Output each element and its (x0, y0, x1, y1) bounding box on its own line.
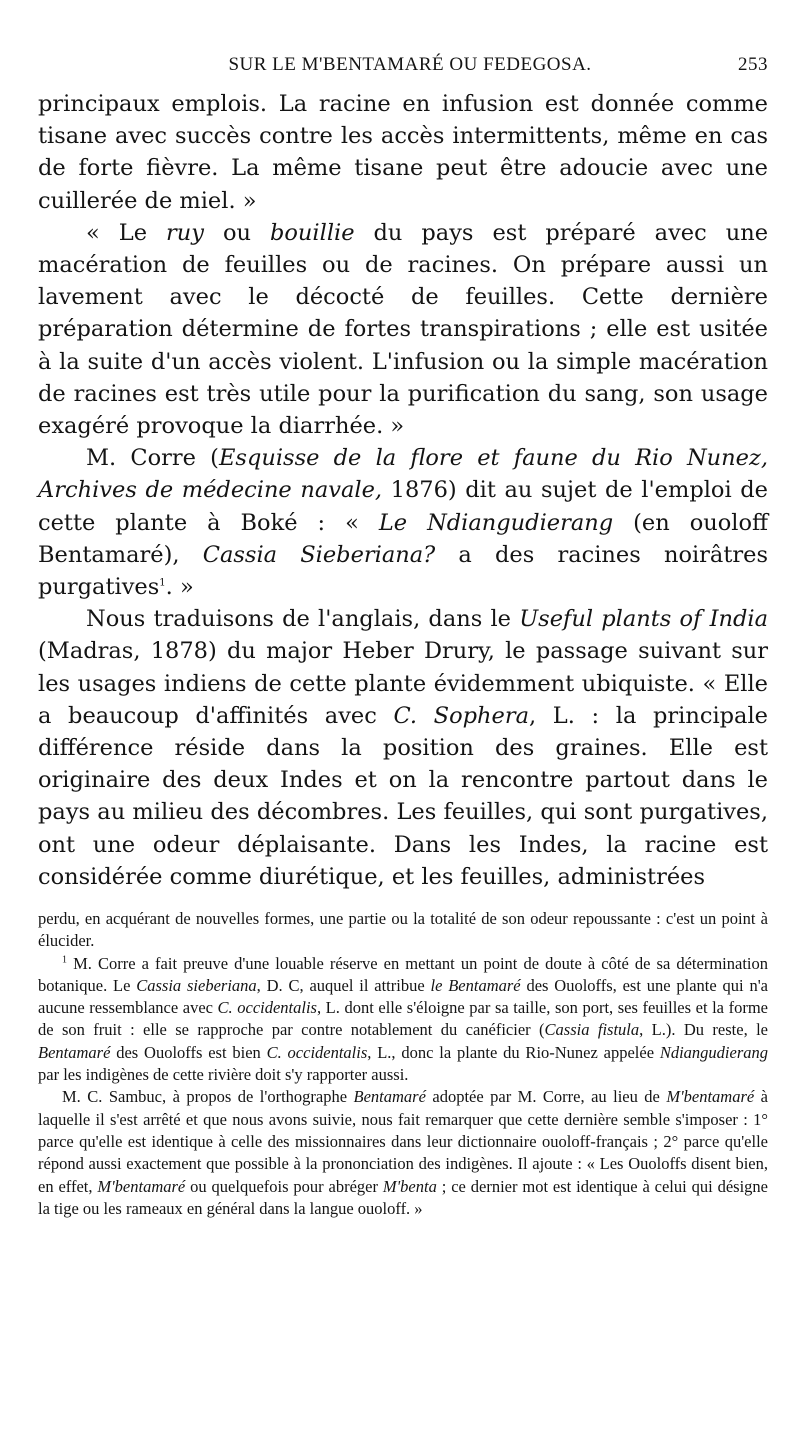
text-run: , L., donc la plante du Rio-Nunez appelée (367, 1042, 660, 1062)
italic-run: le Bentamaré (430, 975, 521, 995)
text-run: M. C. Sambuc, à propos de l'orthographe (62, 1087, 354, 1107)
text-run: ; ce dernier mot est identique à celui qui désigne la tige ou les rameaux en général dans la langue ouoloff. » (38, 1176, 768, 1218)
footnote-2 (38, 1086, 768, 1220)
paragraph-1 (38, 88, 768, 217)
text-run: adoptée par M. Corre, au lieu de (425, 1087, 667, 1107)
italic-run: Esquisse de la flore et faune du Rio Nunez, Archives de médecine navale, (38, 445, 768, 504)
footnote-continuation (38, 908, 768, 953)
text-run: par les indigènes de cette rivière doit s'y rapporter aussi. (38, 1065, 409, 1085)
text-run: ou quelquefois pour abréger (185, 1176, 383, 1196)
text-run: Nous traduisons de l'anglais, dans le (86, 606, 520, 633)
text-run: M. Corre a fait preuve d'une louable réserve en mettant un point de doute à côté de sa détermination botanique. Le (38, 953, 768, 995)
paragraph-4 (38, 603, 768, 893)
text-run: des Ouoloffs, est une plante qui n'a aucune ressemblance avec (38, 975, 768, 1018)
italic-run: Cassia fistula (544, 1020, 640, 1040)
italic-run: C. occidentalis (266, 1042, 368, 1062)
italic-run: ruy (166, 219, 204, 246)
footnote-reference: 1 (159, 577, 166, 589)
text-run: à laquelle il s'est arrêté et que nous avons suivie, nous fait remarquer que cette dernière semble s'imposer : 1° parce qu'elle est identique à celle des missionnaires dans leur dictionnaire ouoloff-français ; 2° parce qu'elle répond aussi exactement que possible à la prononciation des indigènes. Il ajoute : « Les Ouoloffs disent bien, en effet, (38, 1087, 768, 1196)
italic-run: bouillie (269, 219, 355, 246)
text-run: 1876) dit au sujet de l'emploi de cette plante à Boké : « (38, 477, 768, 536)
text-run: principaux emplois. La racine en infusion est donnée comme tisane avec succès contre les accès intermittents, même en cas de forte fièvre. La même tisane peut être adoucie avec une cuillerée de miel. » (38, 91, 768, 214)
text-run: M. Corre ( (86, 445, 219, 472)
body-text (38, 88, 768, 893)
italic-run: Bentamaré (38, 1042, 111, 1062)
page-number: 253 (738, 54, 768, 75)
footnotes (38, 908, 768, 1220)
italic-run: M'benta (382, 1176, 437, 1196)
text-run: (Madras, 1878) du major Heber Drury, le passage suivant sur les usages indiens de cette plante évidemment ubiquiste. « Elle a beaucoup d'affinités avec (38, 638, 768, 729)
paragraph-2 (38, 217, 768, 442)
page (38, 52, 768, 893)
italic-run: Ndiangudierang (659, 1042, 769, 1062)
footnote-1 (38, 953, 768, 1087)
text-run: « Le (86, 219, 166, 246)
text-run: a des racines noirâtres purgatives (38, 541, 769, 601)
running-head (38, 52, 768, 88)
italic-run: C. occidentalis (217, 998, 317, 1018)
italic-run: Le Ndiangudierang (378, 509, 614, 536)
italic-run: C. Sophera (393, 702, 530, 729)
text-run: du pays est préparé avec une macération de feuilles ou de racines. On prépare aussi un lavement avec le décocté de feuilles. Cette dernière préparation détermine de fortes transpirations ; elle est usitée à la suite d'un accès violent. L'infusion ou la simple macération de racines est très utile pour la purification du sang, son usage exagéré provoque la diarrhée. » (38, 219, 769, 440)
text-run: (en ouoloff Bentamaré), (38, 509, 769, 568)
text-run: , D. C, auquel il attribue (256, 975, 431, 995)
text-run: des Ouoloffs est bien (110, 1042, 267, 1062)
text-run: . » (165, 574, 194, 601)
text-run: , L.). Du reste, le (639, 1020, 768, 1040)
running-title: SUR LE M'BENTAMARÉ OU FEDEGOSA. (228, 54, 592, 75)
text-run: , L. : la principale différence réside dans la position des graines. Elle est originaire des deux Indes et on la rencontre partout dans le pays au milieu des décombres. Les feuilles, qui sont purgatives, ont une odeur déplaisante. Dans les Indes, la racine est considérée comme diurétique, et les feuilles, administrées (38, 702, 768, 890)
italic-run: Cassia sieberiana (136, 975, 257, 995)
text-run: ou (203, 219, 270, 246)
paragraph-3 (38, 442, 768, 603)
italic-run: M'bentamaré (666, 1087, 755, 1107)
italic-run: Bentamaré (353, 1087, 426, 1107)
text-run: , L. dont elle s'éloigne par sa taille, son port, ses feuilles et la forme de son fruit : elle se rapproche par contre notablement du canéficier ( (38, 998, 768, 1040)
italic-run: Cassia Sieberiana? (202, 541, 436, 568)
italic-run: M'bentamaré (97, 1176, 186, 1196)
italic-run: Useful plants of India (519, 606, 768, 633)
text-run: perdu, en acquérant de nouvelles formes, une partie ou la totalité de son odeur repoussante : c'est un point à élucider. (38, 909, 768, 951)
footnote-marker: 1 (62, 954, 67, 966)
